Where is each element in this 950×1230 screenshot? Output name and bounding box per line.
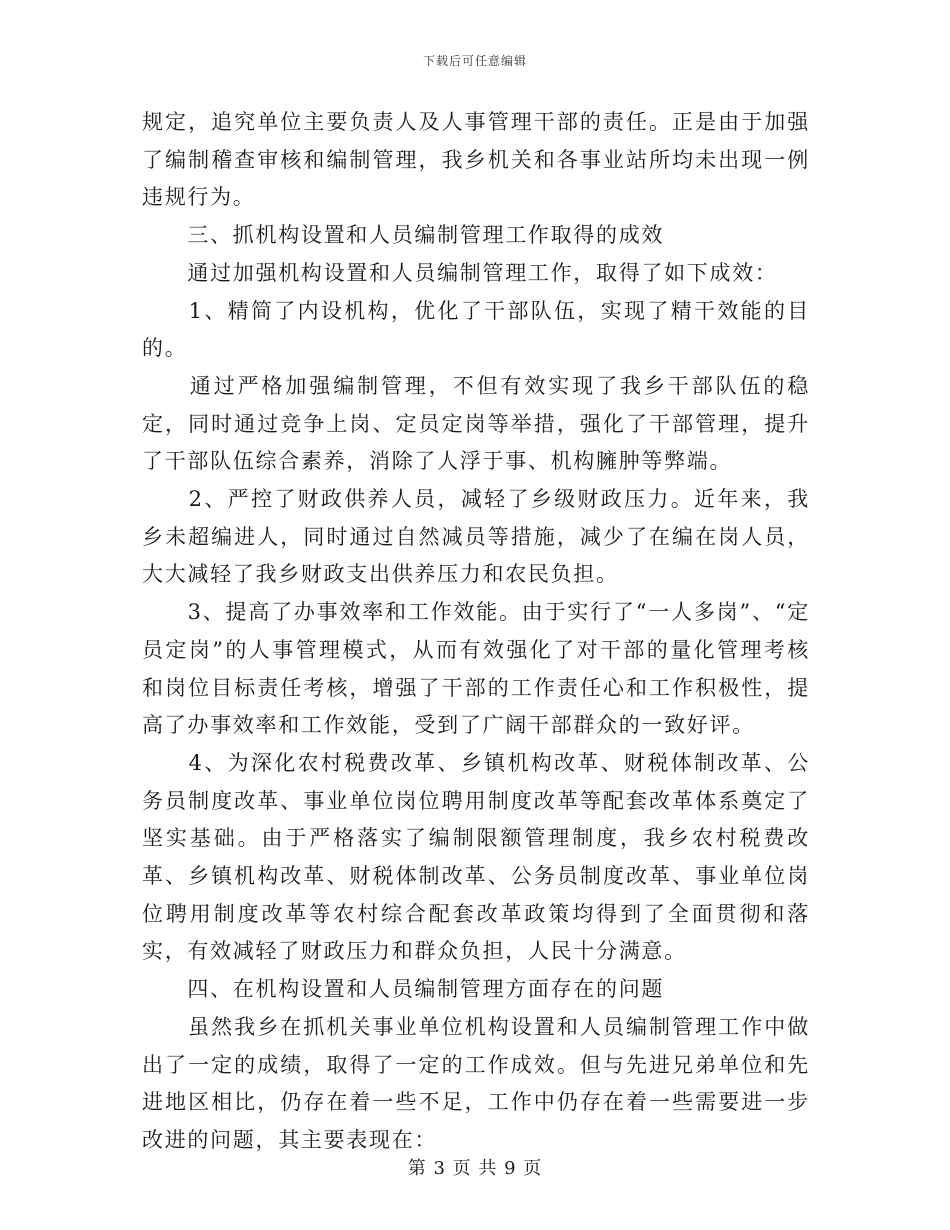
paragraph-item-4: 4、为深化农村税费改革、乡镇机构改革、财税体制改革、公务员制度改革、事业单位岗位聘用制度改革等配套改革体系奠定了坚实基础。由于严格落实了编制限额管理制度，我乡农村税费改革、乡镇机构改革、财税体制改革、公务员制度改革、事业单位岗位聘用制度改革等农村综合配套改革政策均得到了全面贯彻和落实，有效减轻了财政压力和群众负担，人民十分满意。 bbox=[142, 750, 810, 964]
paragraph-item-1-detail: 通过严格加强编制管理，不但有效实现了我乡干部队伍的稳定，同时通过竞争上岗、定员定岗等举措，强化了干部管理，提升了干部队伍综合素养，消除了人浮于事、机构臃肿等弊端。 bbox=[142, 373, 810, 474]
paragraph-item-3: 3、提高了办事效率和工作效能。由于实行了“一人多岗”、“定员定岗”的人事管理模式，从而有效强化了对干部的量化管理考核和岗位目标责任考核，增强了干部的工作责任心和工作积极性，提高了办事效率和工作效能，受到了广阔干部群众的一致好评。 bbox=[142, 600, 810, 738]
paragraph-item-2: 2、严控了财政供养人员，减轻了乡级财政压力。近年来，我乡未超编进人，同时通过自然减员等措施，减少了在编在岗人员，大大减轻了我乡财政支出供养压力和农民负担。 bbox=[142, 487, 810, 587]
section-heading-4: 四、在机构设置和人员编制管理方面存在的问题 bbox=[142, 977, 665, 1002]
document-body bbox=[142, 104, 810, 1160]
page-header: 下载后可任意编辑 bbox=[422, 54, 527, 68]
paragraph-item-1: 1、精简了内设机构，优化了干部队伍，实现了精干效能的目的。 bbox=[142, 298, 810, 361]
paragraph-continuation: 规定，追究单位主要负责人及人事管理干部的责任。正是由于加强了编制稽查审核和编制管理，我乡机关和各事业站所均未出现一例违规行为。 bbox=[142, 110, 810, 210]
section-heading-3: 三、抓机构设置和人员编制管理工作取得的成效 bbox=[142, 223, 665, 248]
paragraph-intro: 通过加强机构设置和人员编制管理工作，取得了如下成效： bbox=[142, 260, 778, 285]
page-number-footer: 第 3 页 共 9 页 bbox=[407, 1158, 543, 1179]
paragraph-problems: 虽然我乡在抓机关事业单位机构设置和人员编制管理工作中做出了一定的成绩，取得了一定的工作成效。但与先进兄弟单位和先进地区相比，仍存在着一些不足，工作中仍存在着一些需要进一步改进的问题，其主要表现在： bbox=[142, 1014, 810, 1152]
